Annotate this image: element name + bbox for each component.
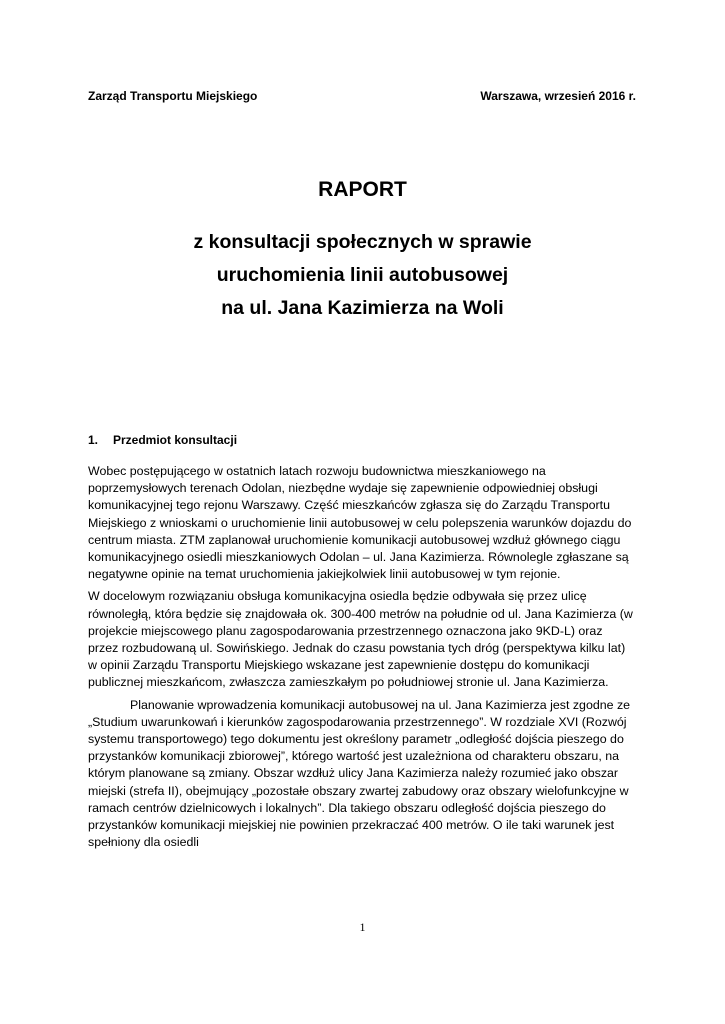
paragraph: Planowanie wprowadzenia komunikacji autobusowej na ul. Jana Kazimierza jest zgodne ze „Studium uwarunkowań i kierunków zagospodarowania przestrzennego”. W rozdziale XVI (Rozwój systemu transportowego) tego dokumentu jest określony parametr „odległość dojścia pieszego do przystanków komunikacji zbiorowej”, którego wartość jest uzależniona od charakteru obszaru, na którym planowane są zmiany. Obszar wzdłuż ulicy Jana Kazimierza należy rozumieć jako obszar miejski (strefa II), obejmujący „pozostałe obszary zwartej zabudowy oraz obszary wielofunkcyjne w ramach centrów dzielnicowych i lokalnych”. Dla takiego obszaru odległość dojścia pieszego do przystanków komunikacji miejskiej nie powinien przekraczać 400 metrów. O ile taki warunek jest spełniony dla osiedli [88, 697, 631, 850]
header-place-date: Warszawa, wrzesień 2016 r. [480, 89, 636, 103]
section-body [88, 463, 636, 856]
paragraph: Wobec postępującego w ostatnich latach rozwoju budownictwa mieszkaniowego na poprzemysłowych terenach Odolan, niezbędne wydaje się zapewnienie odpowiedniej obsługi komunikacyjnej tego rejonu Warszawy. Część mieszkańców zgłasza się do Zarządu Transportu Miejskiego z wnioskami o uruchomienie linii autobusowej w celu polepszenia warunków dojazdu do centrum miasta. ZTM zaplanował uruchomienie komunikacji autobusowej wzdłuż głównego ciągu komunikacyjnego osiedli mieszkaniowych Odolan – ul. Jana Kazimierza. Równolegle zgłaszane są negatywne opinie na temat uruchomienia jakiejkolwiek linii autobusowej w tym rejonie. [88, 464, 632, 582]
report-subtitle-line-2: uruchomienia linii autobusowej [216, 264, 509, 286]
page-number: 1 [359, 920, 366, 934]
report-title: RAPORT [318, 178, 407, 201]
report-subtitle-line-3: na ul. Jana Kazimierza na Woli [221, 297, 504, 319]
report-title-block [60, 178, 665, 325]
paragraph: W docelowym rozwiązaniu obsługa komunikacyjna osiedla będzie odbywała się przez ulicę równoległą, która będzie się znajdowała ok. 300-400 metrów na południe od ul. Jana Kazimierza (w projekcie miejscowego planu zagospodarowania przestrzennego oznaczona jako 9KD-L) oraz przez rozbudowaną ul. Sowińskiego. Jednak do czasu powstania tych dróg (perspektywa kilku lat) w opinii Zarządu Transportu Miejskiego wskazane jest zapewnienie dostępu do komunikacji publicznej mieszkańcom, zwłaszcza zamieszkałym po południowej stronie ul. Jana Kazimierza. [88, 589, 633, 690]
document-header [88, 89, 636, 103]
section-heading [88, 433, 636, 447]
report-subtitle-line-1: z konsultacji społecznych w sprawie [193, 231, 532, 253]
section-number: 1. [88, 433, 99, 447]
section-title: Przedmiot konsultacji [113, 433, 238, 447]
header-organization: Zarząd Transportu Miejskiego [88, 89, 258, 103]
